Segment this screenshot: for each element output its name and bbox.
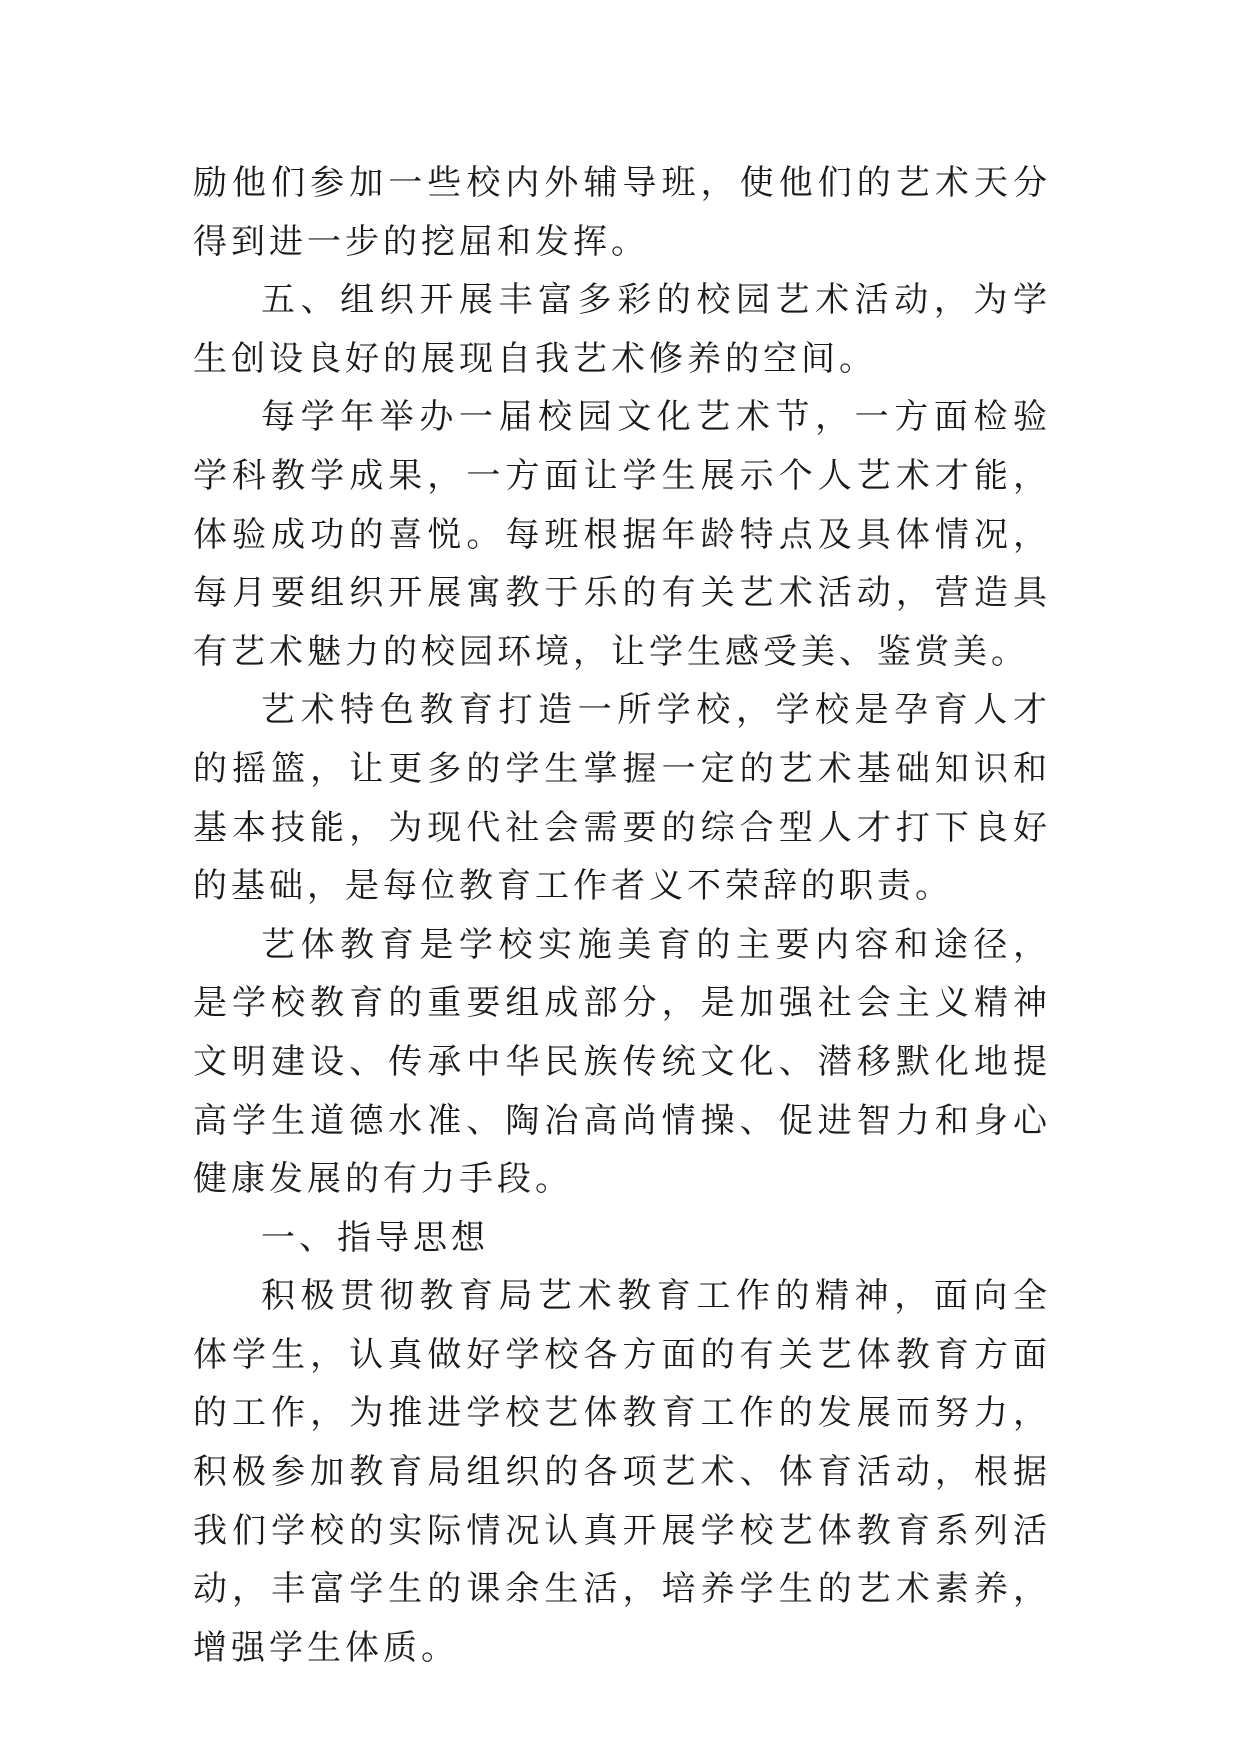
paragraph-section-five-heading: 五、组织开展丰富多彩的校园艺术活动，为学生创设良好的展现自我艺术修养的空间。 xyxy=(193,280,1051,379)
document-body xyxy=(193,154,1051,1677)
heading-guiding-ideology: 一、指导思想 xyxy=(261,1217,489,1258)
paragraph-continuation: 励他们参加一些校内外辅导班，使他们的艺术天分得到进一步的挖屈和发挥。 xyxy=(193,163,1051,262)
paragraph-art-festival: 每学年举办一届校园文化艺术节，一方面检验学科教学成果，一方面让学生展示个人艺术才能，体验成功的喜悦。每班根据年龄特点及具体情况，每月要组织开展寓教于乐的有关艺术活动，营造具有艺术魅力的校园环境，让学生感受美、鉴赏美。 xyxy=(193,397,1051,672)
paragraph-aesthetic-education: 艺体教育是学校实施美育的主要内容和途径，是学校教育的重要组成部分，是加强社会主义精神文明建设、传承中华民族传统文化、潜移默化地提高学生道德水准、陶冶高尚情操、促进智力和身心健康发展的有力手段。 xyxy=(193,924,1051,1200)
paragraph-guiding-ideology: 积极贯彻教育局艺术教育工作的精神，面向全体学生，认真做好学校各方面的有关艺体教育方面的工作，为推进学校艺体教育工作的发展而努力，积极参加教育局组织的各项艺术、体育活动，根据我们学校的实际情况认真开展学校艺体教育系列活动，丰富学生的课余生活，培养学生的艺术素养，增强学生体质。 xyxy=(193,1276,1051,1668)
paragraph-art-education: 艺术特色教育打造一所学校，学校是孕育人才的摇篮，让更多的学生掌握一定的艺术基础知识和基本技能，为现代社会需要的综合型人才打下良好的基础，是每位教育工作者义不荣辞的职责。 xyxy=(193,690,1051,907)
